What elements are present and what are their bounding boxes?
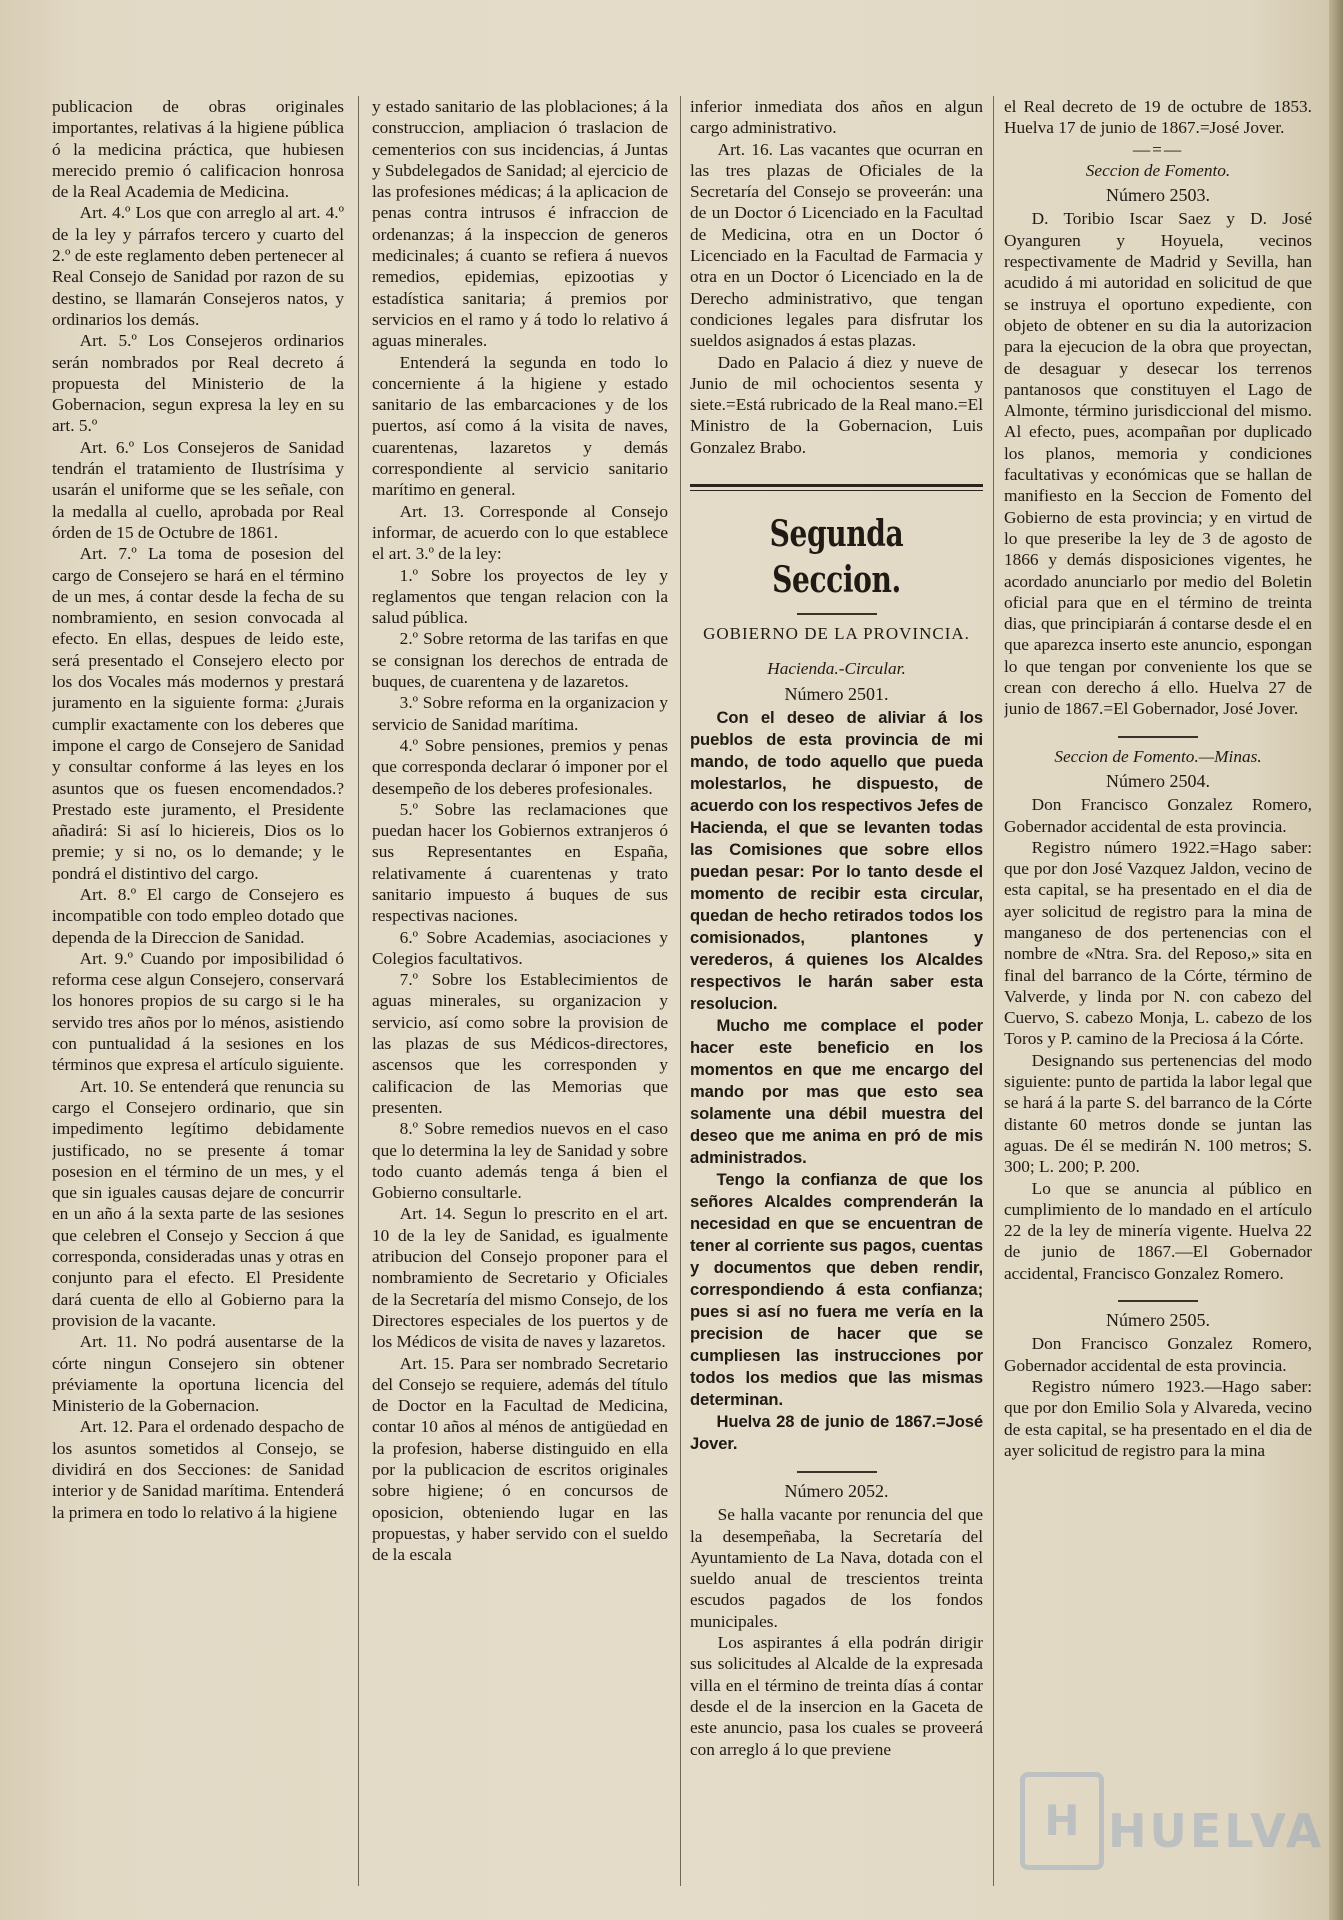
article-5: Art. 5.º Los Consejeros ordinarios serán nombrados por Real decreto á propuesta del Ministerio de la Gobernacion, segun expresa la ley en su art. 5.º <box>52 331 344 436</box>
government-heading: GOBIERNO DE LA PROVINCIA. <box>703 624 970 644</box>
paragraph: D. Toribio Iscar Saez y D. José Oyanguren y Hoyuela, vecinos respectivamente de Madrid y Sevilla, han acudido á mi autoridad en solicitud de que se instruya el oportuno expediente, con objeto de obtener en su dia la autorizacion para la ejecucion de la obra que proyectan, de desaguar y desecar los terrenos pantanosos que constituyen el Lago de Almonte, término jurisdiccional del mismo. Al efecto, pues, acompañan por duplicado los planos, memoria y condiciones facultativas y económicas que se hallan de manifiesto en la Seccion de Fomento del Gobierno de esta provincia; y en virtud de lo que preseribe la ley de 3 de agosto de 1866 y demás disposiciones vigentes, he acordado anunciarlo por medio del Boletin oficial para que en el término de treinta dias, que principiarán á contarse desde el en que aparezca inserto este anuncio, espongan lo que tengan por conveniente los que se crean con derecho á ello. Huelva 27 de junio de 1867.=El Gobernador, José Jover. <box>1004 209 1312 719</box>
subheading: Hacienda.-Circular. <box>767 659 906 679</box>
list-item: 5.º Sobre las reclamaciones que puedan hacer los Gobiernos extranjeros ó sus Representantes en España, relativamente á cuarentenas y trato sanitario impuesto á buques de sus respectivas naciones. <box>372 799 668 926</box>
section-divider <box>690 484 983 491</box>
column-2 <box>372 96 668 1896</box>
short-rule <box>1118 1300 1198 1302</box>
paragraph: y estado sanitario de las ploblaciones; á la construccion, ampliacion ó traslacion de cementerios con sus incidencias, á Juntas y Subdelegados de Sanidad; al ejercicio de las profesiones médicas; á la aplicacion de penas contra intrusos é infraccion de ordenanzas; á la inspeccion de generos medicinales; á cuanto se refiera á nuevos remedios, epidemias, epizootias y estadística sanitaria; á premios por servicios en el ramo y á todo lo relativo á aguas minerales. <box>372 97 668 351</box>
circular-signature: Huelva 28 de junio de 1867.=José Jover. <box>690 1411 983 1453</box>
article-16: Art. 16. Las vacantes que ocurran en las tres plazas de Oficiales de la Secretaría del Consejo se proveerán: una de un Doctor ó Licenciado en la Facultad de Medicina, otra en un Doctor ó Licenciado en la Facultad de Farmacia y otra en un Doctor ó Licenciado en la de Derecho administrativo, que tengan condiciones legales para disfrutar los sueldos asignados á estas plazas. <box>690 139 983 351</box>
paragraph: Los aspirantes á ella podrán dirigir sus solicitudes al Alcalde de la expresada villa en el término de treinta días á contar desde el de la insercion en la Gaceta de este anuncio, pasa los cuales se proveerá con arreglo á lo que previene <box>690 1633 983 1759</box>
short-rule <box>1118 736 1198 738</box>
short-rule <box>797 613 877 615</box>
decree-signature: Dado en Palacio á diez y nueve de Junio de mil ochocientos sesenta y siete.=Está rubricado de la Real mano.=El Ministro de la Gobernacion, Luis Gonzalez Brabo. <box>690 352 983 457</box>
article-14: Art. 14. Segun lo prescrito en el art. 10 de la ley de Sanidad, es igualmente atribucion del Consejo proponer para el nombramiento de Secretario y Oficiales de la Secretaría del mismo Consejo, de los Directores especiales de los puertos y de los Médicos de visita de naves y lazaretos. <box>372 1204 668 1352</box>
dash-separator: —=— <box>1132 139 1184 159</box>
page-edge <box>1329 0 1343 1920</box>
section-title: Segunda Seccion. <box>769 513 904 602</box>
circular-paragraph: Con el deseo de aliviar á los pueblos de esta provincia de mi mando, de todo aquello que pueda molestarlos, he dispuesto, de acuerdo con los respectivos Jefes de Hacienda, el que se levanten todas las Comisiones que sobre ellos puedan pesar: Por lo tanto desde el momento de recibir esta circular, quedan de hecho retirados todos los comisionados, plantones y verederos, á quienes los Alcaldes respectivos le harán saber esta resolucion. <box>690 707 983 1013</box>
circular-paragraph: Tengo la confianza de que los señores Alcaldes comprenderán la necesidad en que se encuentran de tener al corriente sus pagos, cuentas y documentos que deben rendir, correspondiendo á esta confianza; pues si así no fuera me vería en la precision de hacer que se cumpliesen las instrucciones por todos los medios que las mismas determinan. <box>690 1169 983 1409</box>
list-item: 3.º Sobre reforma en la organizacion y servicio de Sanidad marítima. <box>372 693 668 734</box>
list-item: 4.º Sobre pensiones, premios y penas que corresponda declarar ó imponer por el desempeño de los deberes profesionales. <box>372 735 668 798</box>
paragraph: Designando sus pertenencias del modo siguiente: punto de partida la labor legal que se hará á la parte S. del barranco de la Córte distante 60 metros donde se juntan las aguas. De él se medirán N. 100 metros; S. 300; L. 200; P. 200. <box>1004 1050 1312 1177</box>
paragraph: Registro número 1923.—Hago saber: que por don Emilio Sola y Alvareda, vecino de esta capital, se ha presentado en el dia de ayer solicitud de registro para la mina <box>1004 1376 1312 1460</box>
list-item: 7.º Sobre los Establecimientos de aguas minerales, su organizacion y servicio, así como sobre la provision de las plazas de sus Médicos-directores, ascensos que les corresponden y calificacion de las Memorias que presenten. <box>372 970 668 1117</box>
article-9: Art. 9.º Cuando por imposibilidad ó reforma cese algun Consejero, conservará los honores propios de su cargo si le ha servido tres años por lo ménos, asistiendo con puntualidad á la sesiones en los términos que expresa el artículo siguiente. <box>52 948 344 1075</box>
paragraph: Don Francisco Gonzalez Romero, Gobernador accidental de esta provincia. <box>1004 1334 1312 1375</box>
list-item: 6.º Sobre Academias, asociaciones y Colegios facultativos. <box>372 927 668 968</box>
circular-paragraph: Mucho me complace el poder hacer este beneficio en los momentos en que me encargo del mando por mas que esto sea solamente una débil muestra del deseo que me anima en pró de mis administrados. <box>690 1015 983 1167</box>
subheading: Seccion de Fomento.—Minas. <box>1054 746 1262 766</box>
column-4 <box>1004 96 1312 1896</box>
archive-watermark <box>1020 1750 1325 1900</box>
article-11: Art. 11. No podrá ausentarse de la córte ningun Consejero sin obtener préviamente la oportuna licencia del Ministerio de la Gobernacion. <box>52 1332 344 1416</box>
notice-number: Número 2052. <box>784 1480 889 1501</box>
article-8: Art. 8.º El cargo de Consejero es incompatible con todo empleo dotado que dependa de la Direccion de Sanidad. <box>52 884 344 947</box>
subheading: Seccion de Fomento. <box>1085 160 1231 180</box>
column-rule <box>358 96 359 1886</box>
notice-number: Número 2504. <box>1106 770 1210 791</box>
paragraph: publicacion de obras originales importantes, relativas á la higiene pública ó la medicina práctica, que hubiesen merecido premio ó calificacion honrosa de la Real Academia de Medicina. <box>52 97 344 202</box>
column-rule <box>680 96 681 1886</box>
paragraph: Registro número 1922.=Hago saber: que por don José Vazquez Jaldon, vecino de esta capital, se ha presentado en el dia de ayer solicitud de registro para la mina de manganeso de dos pertenencias con el nombre de «Ntra. Sra. del Reposo,» sita en final del barranco de la Córte, término de Valverde, y linda por N. con cabezo del Cuervo, S. cabezo Monja, L. cabezo de los Toros y P. camino de la Preciosa á la Córte. <box>1004 837 1312 1049</box>
column-rule <box>993 96 994 1886</box>
article-12: Art. 12. Para el ordenado despacho de los asuntos sometidos al Consejo, se dividirá en dos Secciones: de Sanidad interior y de Sanidad marítima. Entenderá la primera en todo lo relativo á la higiene <box>52 1417 344 1522</box>
list-item: 2.º Sobre retorma de las tarifas en que se consignan los derechos de entrada de buques, de cuarentena y de lazaretos. <box>372 629 668 692</box>
notice-number: Número 2501. <box>784 683 889 704</box>
paragraph: Lo que se anuncia al público en cumplimiento de lo mandado en el artículo 22 de la ley de minería vigente. Huelva 22 de junio de 1867.—El Gobernador accidental, Francisco Gonzalez Romero. <box>1004 1178 1312 1283</box>
list-item: 1.º Sobre los proyectos de ley y reglamentos que tengan relacion con la salud pública. <box>372 565 668 628</box>
paragraph: inferior inmediata dos años en algun cargo administrativo. <box>690 97 983 138</box>
paragraph: el Real decreto de 19 de octubre de 1853. Huelva 17 de junio de 1867.=José Jover. <box>1004 97 1312 138</box>
notice-number: Número 2505. <box>1106 1310 1210 1331</box>
seal-icon: H <box>1020 1772 1104 1870</box>
column-3 <box>690 96 983 1896</box>
paragraph: Don Francisco Gonzalez Romero, Gobernador accidental de esta provincia. <box>1004 795 1312 836</box>
article-6: Art. 6.º Los Consejeros de Sanidad tendrán el tratamiento de Ilustrísima y usarán el uniforme que se les señale, con la medalla al cuello, aprobada por Real órden de 15 de Octubre de 1861. <box>52 437 344 542</box>
notice-number: Número 2503. <box>1106 185 1210 206</box>
column-1 <box>52 96 344 1896</box>
paragraph: Entenderá la segunda en todo lo concerniente á la higiene y estado sanitario de las embarcaciones y de los puertos, así como á la visita de naves, cuarentenas, lazaretos y demás correspondiente al servicio sanitario marítimo en general. <box>372 352 668 500</box>
article-4: Art. 4.º Los que con arreglo al art. 4.º de la ley y párrafos tercero y cuarto del 2.º de este reglamento deben pertenecer al Real Consejo de Sanidad por razon de su destino, se llamarán Consejeros natos, y ordinarios los demás. <box>52 203 344 329</box>
article-13: Art. 13. Corresponde al Consejo informar, de acuerdo con lo que establece el art. 3.º de la ley: <box>372 501 668 564</box>
short-rule <box>797 1471 877 1473</box>
watermark-text: HUELVA <box>1108 1804 1325 1858</box>
article-10: Art. 10. Se entenderá que renuncia su cargo el Consejero ordinario, que sin impedimento legítimo debidamente justificado, no se presente á tomar posesion en el término de un mes, y el que sin iguales causas dejare de concurrir en un año á la sexta parte de las sesiones que celebren el Consejo y Seccion á que corresponda, consideradas unas y otras en conjunto para el efecto. El Presidente dará cuenta de ello al Gobierno para la provision de la vacante. <box>52 1076 344 1330</box>
article-15: Art. 15. Para ser nombrado Secretario del Consejo se requiere, además del título de Doctor en la Facultad de Medicina, contar 10 años al ménos de antigüedad en la profesion, haberse distinguido en ella por la publicacion de escritos originales sobre higiene; ó en concursos de oposicion, obteniendo lugar en las propuestas, y haber servido con el sueldo de la escala <box>372 1353 668 1565</box>
paragraph: Se halla vacante por renuncia del que la desempeñaba, la Secretaría del Ayuntamiento de La Nava, dotada con el sueldo anual de trescientos treinta escudos pagados de los fondos municipales. <box>690 1505 983 1631</box>
article-7: Art. 7.º La toma de posesion del cargo de Consejero se hará en el término de un mes, á contar desde la fecha de su nombramiento, en sesion convocada al efecto. En ellas, despues de leido este, será presentado el Consejero electo por los dos Vocales más modernos y prestará juramento en la siguiente forma: ¿Jurais cumplir exactamente con los deberes que impone el cargo de Consejero de Sanidad y consultar conforme á las leyes en los asuntos que os fuesen encomendados.? Prestado este juramento, el Presidente añadirá: Si así lo hiciereis, Dios os lo premie; y si no, os lo demande; y le pondrá el distintivo del cargo. <box>52 544 344 883</box>
list-item: 8.º Sobre remedios nuevos en el caso que lo determina la ley de Sanidad y sobre todo cuanto además tenga á bien el Gobierno consultarle. <box>372 1119 668 1203</box>
